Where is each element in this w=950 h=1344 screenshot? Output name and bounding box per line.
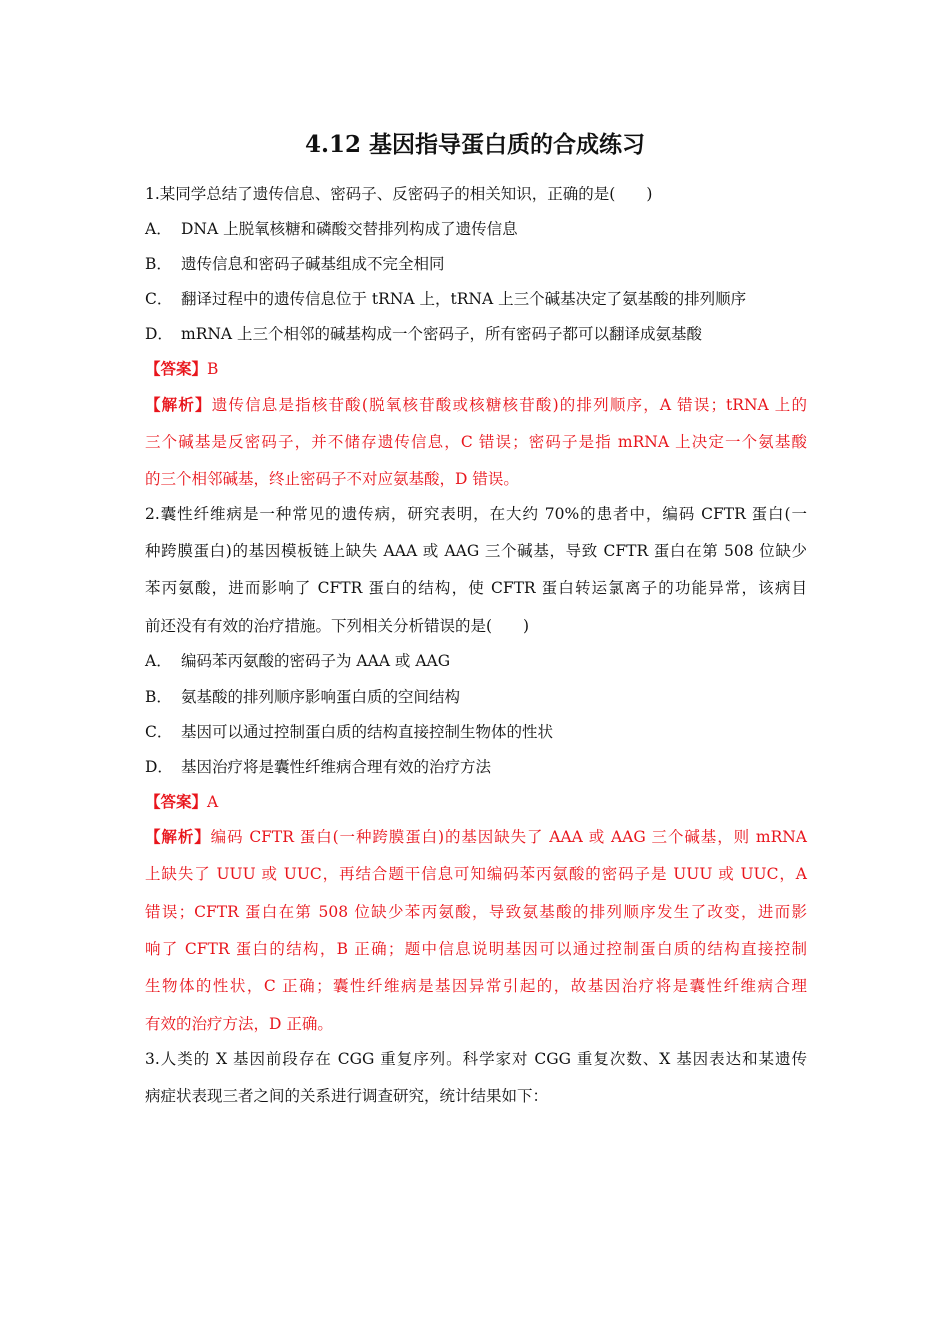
q2-option-b [145, 686, 807, 708]
q1-option-b [145, 253, 807, 275]
option-label: D． [145, 325, 173, 343]
answer-tag: 【答案】 [145, 359, 208, 378]
answer-tag: 【答案】 [145, 792, 208, 811]
option-text: DNA 上脱氧核糖和磷酸交替排列构成了遗传信息 [181, 220, 518, 238]
option-label: C． [145, 290, 173, 308]
option-label: D． [145, 758, 173, 776]
q3-stem-line: 病症状表现三者之间的关系进行调查研究，统计结果如下： [145, 1087, 549, 1105]
analysis-text: 编码 CFTR 蛋白(一种跨膜蛋白)的基因缺失了 AAA 或 AAG 三个碱基，则 mRNA [210, 828, 807, 846]
q2-analysis-line: 响了 CFTR 蛋白的结构，B 正确；题中信息说明基因可以通过控制蛋白质的结构直接控制 [145, 940, 807, 958]
q1-answer [145, 358, 807, 380]
q2-analysis-line: 有效的治疗方法，D 正确。 [145, 1015, 333, 1033]
option-label: A． [145, 220, 172, 238]
option-text: 编码苯丙氨酸的密码子为 AAA 或 AAG [181, 652, 451, 670]
option-label: B． [145, 255, 172, 273]
option-text: mRNA 上三个相邻的碱基构成一个密码子，所有密码子都可以翻译成氨基酸 [181, 325, 703, 343]
answer-value: B [207, 360, 219, 378]
q2-option-c [145, 721, 807, 743]
q2-stem-line: 前还没有有效的治疗措施。下列相关分析错误的是( ) [145, 617, 530, 635]
q2-stem-line: 种跨膜蛋白)的基因模板链上缺失 AAA 或 AAG 三个碱基，导致 CFTR 蛋白在第 508 位缺少 [145, 542, 807, 560]
q1-option-c [145, 288, 807, 310]
q1-option-a [145, 218, 807, 240]
q2-stem-line: 2.囊性纤维病是一种常见的遗传病，研究表明，在大约 70%的患者中，编码 CFTR 蛋白(一 [145, 505, 807, 523]
option-text: 翻译过程中的遗传信息位于 tRNA 上，tRNA 上三个碱基决定了氨基酸的排列顺序 [181, 290, 747, 308]
q2-stem-line: 苯丙氨酸，进而影响了 CFTR 蛋白的结构，使 CFTR 蛋白转运氯离子的功能异常，该病目 [145, 579, 807, 597]
q2-analysis-line [145, 826, 807, 848]
q2-answer [145, 791, 807, 813]
option-text: 基因可以通过控制蛋白质的结构直接控制生物体的性状 [181, 723, 554, 741]
q1-stem: 1.某同学总结了遗传信息、密码子、反密码子的相关知识，正确的是( ) [145, 185, 653, 203]
page-title: 4.12 基因指导蛋白质的合成练习 [304, 131, 646, 158]
option-label: B． [145, 688, 172, 706]
option-text: 基因治疗将是囊性纤维病合理有效的治疗方法 [181, 758, 492, 776]
analysis-text: 遗传信息是指核苷酸(脱氧核苷酸或核糖核苷酸)的排列顺序，A 错误；tRNA 上的 [211, 396, 807, 414]
option-label: C． [145, 723, 173, 741]
answer-value: A [207, 793, 219, 811]
q1-analysis-line: 三个碱基是反密码子，并不储存遗传信息，C 错误；密码子是指 mRNA 上决定一个氨基酸 [145, 433, 807, 451]
option-text: 氨基酸的排列顺序影响蛋白质的空间结构 [181, 688, 461, 706]
q1-option-d [145, 323, 807, 345]
q2-analysis-line: 错误；CFTR 蛋白在第 508 位缺少苯丙氨酸，导致氨基酸的排列顺序发生了改变，进而影 [145, 903, 807, 921]
analysis-tag: 【解析】 [145, 395, 212, 414]
q3-stem-line: 3.人类的 X 基因前段存在 CGG 重复序列。科学家对 CGG 重复次数、X 基因表达和某遗传 [145, 1050, 807, 1068]
q1-analysis-line [145, 394, 807, 416]
q2-option-a [145, 650, 807, 672]
q1-analysis-line: 的三个相邻碱基，终止密码子不对应氨基酸，D 错误。 [145, 470, 519, 488]
option-label: A． [145, 652, 172, 670]
q2-analysis-line: 生物体的性状，C 正确；囊性纤维病是基因异常引起的，故基因治疗将是囊性纤维病合理 [145, 977, 807, 995]
q2-option-d [145, 756, 807, 778]
analysis-tag: 【解析】 [145, 827, 211, 846]
q2-analysis-line: 上缺失了 UUU 或 UUC，再结合题干信息可知编码苯丙氨酸的密码子是 UUU 或 UUC，A [145, 865, 807, 883]
option-text: 遗传信息和密码子碱基组成不完全相同 [181, 255, 445, 273]
